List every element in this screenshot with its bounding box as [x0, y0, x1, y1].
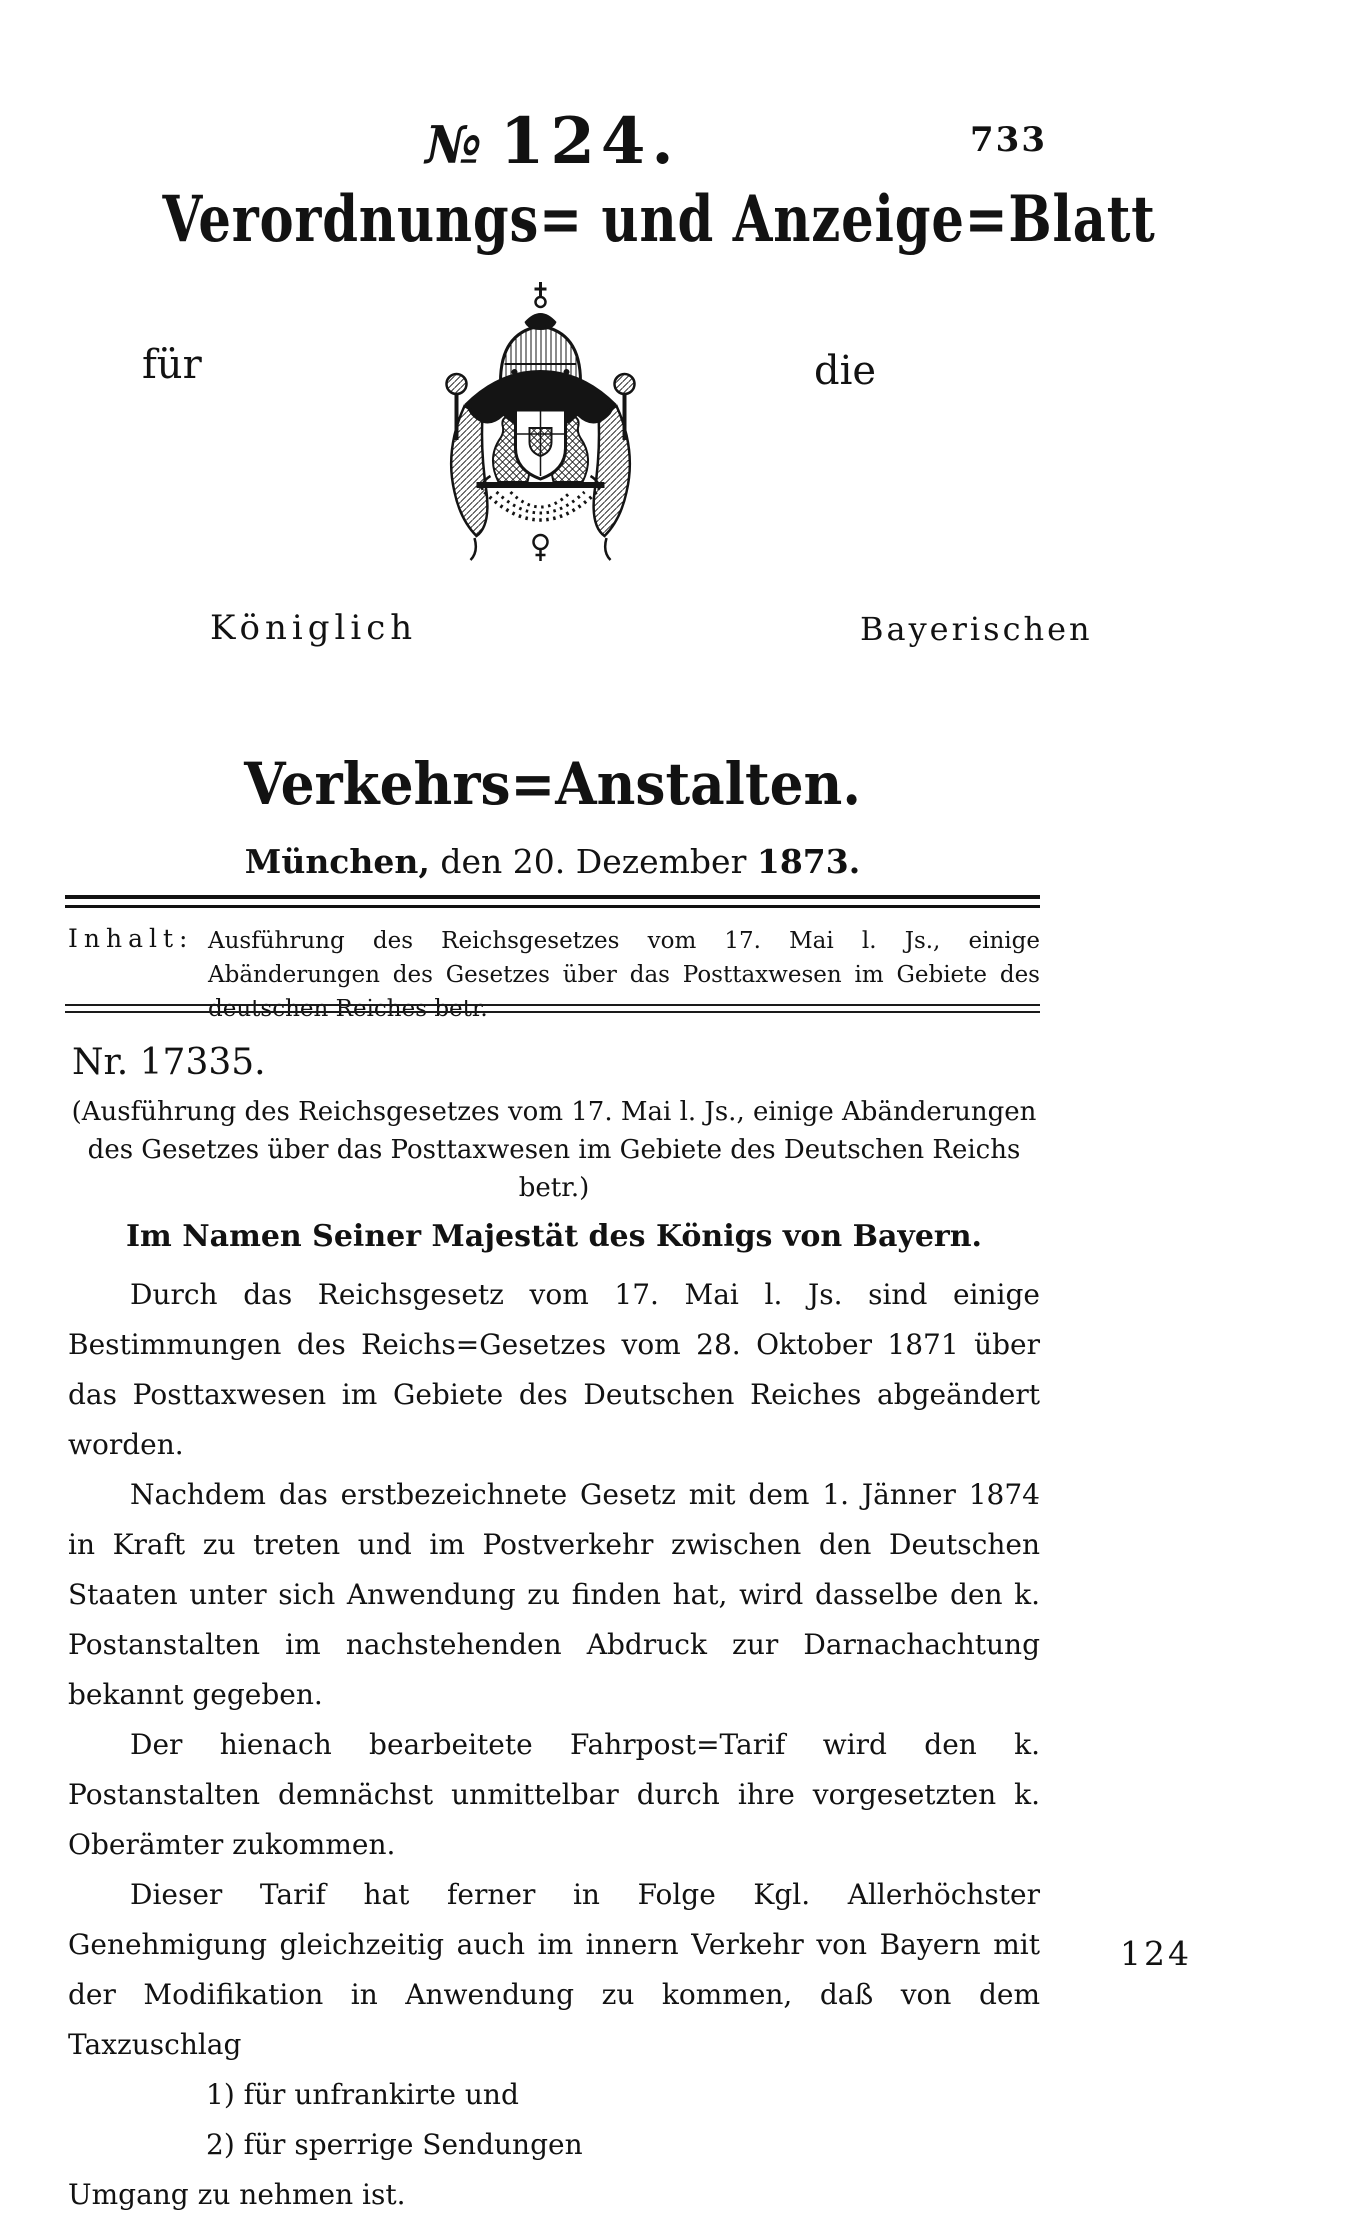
- dateline-date: den 20. Dezember: [429, 842, 757, 881]
- article-paragraph: Dieser Tarif hat ferner in Folge Kgl. Allerhöchster Genehmigung gleichzeitig auch im innern Verkehr von Bayern mit der Modifikation in Anwendung zu kommen, daß von dem Taxzuschlag: [68, 1878, 1040, 2061]
- list-item: 1) für unfrankirte und: [206, 2078, 519, 2111]
- masthead-word-die: die: [814, 348, 877, 394]
- article-paragraph: Durch das Reichsgesetz vom 17. Mai l. Js. sind einige Bestimmungen des Reichs=Gesetzes vom 28. Oktober 1871 über das Posttaxwesen im Gebiete des Deutschen Reiches abgeändert worden.: [68, 1278, 1040, 1461]
- article-body: [68, 1042, 1040, 2220]
- masthead-word-fuer: für: [142, 342, 202, 388]
- masthead-title: Verordnungs= und Anzeige=Blatt: [162, 182, 1156, 257]
- inhalt-label: Inhalt:: [68, 924, 194, 953]
- double-rule-bottom: [65, 1004, 1040, 1013]
- article-closing: Umgang zu nehmen ist.: [68, 2178, 406, 2211]
- list-item: 2) für sperrige Sendungen: [206, 2128, 583, 2161]
- issue-number: 124.: [499, 104, 680, 179]
- masthead-subtitle: Verkehrs=Anstalten.: [244, 750, 861, 818]
- dateline: [65, 842, 1040, 881]
- dateline-city: München,: [244, 842, 430, 881]
- article-paragraph: Der hienach bearbeitete Fahrpost=Tarif wird den k. Postanstalten demnächst unmittelbar durch ihre vorgesetzten k. Oberämter zukommen.: [68, 1728, 1040, 1861]
- article-number: Nr. 17335.: [72, 1042, 266, 1083]
- numero-sign: №: [425, 115, 482, 176]
- masthead-word-bayerischen: Bayerischen: [860, 610, 1093, 648]
- bavarian-coat-of-arms: [418, 280, 664, 570]
- issue-heading: [65, 104, 1040, 179]
- article-subject: (Ausführung des Reichsgesetzes vom 17. Mai l. Js., einige Abänderungen des Gesetzes über das Posttaxwesen im Gebiete des Deutschen Reichs betr.): [71, 1097, 1037, 1203]
- signature-mark: 124: [1120, 1934, 1192, 1973]
- masthead-word-koeniglich: Königlich: [210, 608, 418, 648]
- double-rule-top: [65, 895, 1040, 908]
- dateline-year: 1873.: [756, 842, 861, 881]
- article-paragraph: Nachdem das erstbezeichnete Gesetz mit dem 1. Jänner 1874 in Kraft zu treten und im Postverkehr zwischen den Deutschen Staaten unter sich Anwendung zu finden hat, wird dasselbe den k. Postanstalten im nachstehenden Abdruck zur Darnachachtung bekannt gegeben.: [68, 1478, 1040, 1711]
- page-number: 733: [970, 120, 1047, 160]
- inhalt-text: Ausführung des Reichsgesetzes vom 17. Mai l. Js., einige Abänderungen des Gesetzes über das Posttaxwesen im Gebiete des deutschen Reiches betr.: [208, 928, 1040, 1022]
- article-proclamation: Im Namen Seiner Majestät des Königs von Bayern.: [126, 1219, 982, 1254]
